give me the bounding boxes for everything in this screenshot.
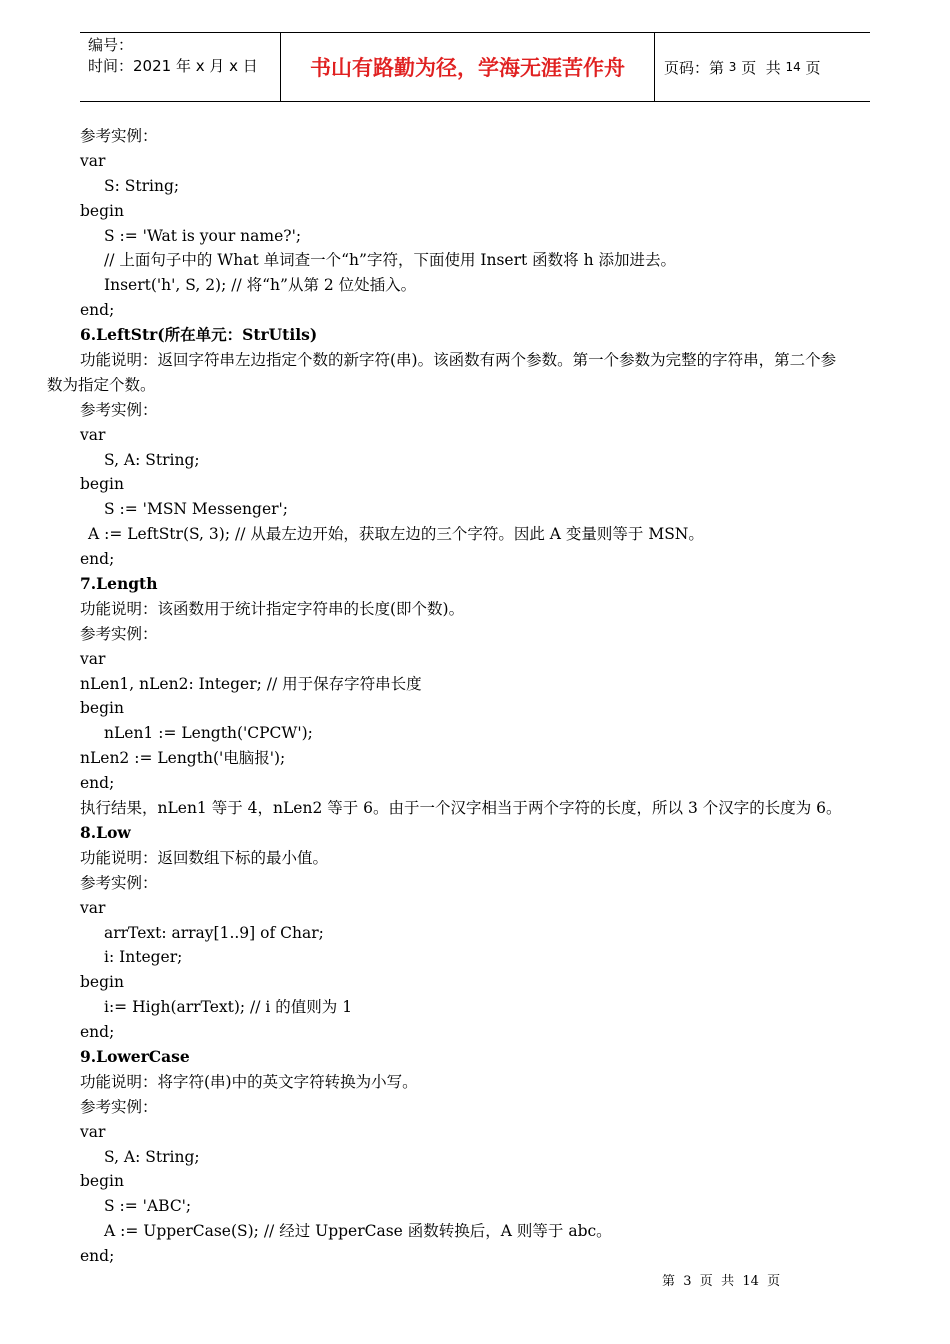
header-number-label: 编号：: [88, 36, 134, 54]
header-page-mid: 页 共: [736, 58, 786, 77]
text-line: begin: [80, 475, 124, 494]
footer-page-prefix: 第: [662, 1274, 684, 1289]
footer-page-suffix: 页: [758, 1274, 781, 1289]
text-line: end;: [80, 1023, 115, 1042]
text-line: 参考实例：: [80, 624, 158, 643]
text-line: arrText: array[1..9] of Char;: [104, 923, 324, 942]
header-time-label: 时间：2021 年 x 月 x 日: [88, 57, 258, 75]
text-line: S, A: String;: [104, 1147, 200, 1166]
text-line: begin: [80, 1172, 124, 1191]
text-line: end;: [80, 774, 115, 793]
header-info-cell: [80, 33, 281, 101]
text-line: end;: [80, 550, 115, 569]
text-line: var: [80, 151, 106, 170]
header-page-info: [655, 33, 870, 101]
text-line: A := UpperCase(S); // 经过 UpperCase 函数转换后，A 则等于 abc。: [104, 1222, 612, 1241]
text-line: 执行结果，nLen1 等于 4，nLen2 等于 6。由于一个汉字相当于两个字符的长度，所以 3 个汉字的长度为 6。: [80, 799, 842, 818]
footer-page-mid: 页 共: [691, 1274, 743, 1289]
header-page-total: 14: [785, 60, 801, 74]
section-heading: 8.Low: [80, 822, 131, 842]
header-page-prefix: 页码：第: [664, 58, 729, 77]
header-motto: 书山有路勤为径，学海无涯苦作舟: [281, 33, 655, 101]
text-line: S, A: String;: [104, 450, 200, 469]
text-line: begin: [80, 699, 124, 718]
text-line: end;: [80, 1247, 115, 1266]
footer-page-total: 14: [742, 1274, 759, 1289]
text-line: var: [80, 649, 106, 668]
page-header: [80, 32, 870, 102]
text-line: 参考实例：: [80, 873, 158, 892]
text-line: 参考实例：: [80, 127, 158, 145]
page-footer: [662, 1270, 780, 1289]
text-line: S: String;: [104, 176, 180, 195]
text-line: nLen1 := Length('CPCW');: [104, 724, 313, 743]
text-line: S := 'Wat is your name?';: [104, 226, 302, 245]
text-line: S := 'ABC';: [104, 1197, 192, 1216]
section-heading: 9.LowerCase: [80, 1046, 190, 1066]
text-line: nLen2 := Length('电脑报');: [80, 749, 286, 768]
text-line: begin: [80, 201, 124, 220]
text-line: 数为指定个数。: [47, 375, 156, 394]
text-line: S := 'MSN Messenger';: [104, 500, 289, 519]
text-line: var: [80, 898, 106, 917]
text-line: // 上面句子中的 What 单词查一个“h”字符，下面使用 Insert 函数将 h 添加进去。: [104, 251, 677, 270]
text-line: 功能说明：返回字符串左边指定个数的新字符(串)。该函数有两个参数。第一个参数为完整的字符串，第二个参: [80, 351, 837, 370]
text-line: Insert('h', S, 2); // 将“h”从第 2 位处插入。: [104, 276, 417, 295]
text-line: 参考实例：: [80, 1097, 158, 1116]
footer-page-current: 3: [683, 1274, 692, 1289]
text-line: i: Integer;: [104, 948, 183, 967]
text-line: 参考实例：: [80, 400, 158, 419]
header-page-current: 3: [728, 60, 737, 74]
document-body: [0, 124, 950, 1269]
text-line: A := LeftStr(S, 3); // 从最左边开始，获取左边的三个字符。因此 A 变量则等于 MSN。: [88, 525, 704, 544]
header-page-suffix: 页: [800, 58, 821, 77]
text-line: nLen1, nLen2: Integer; // 用于保存字符串长度: [80, 674, 422, 693]
text-line: end;: [80, 301, 115, 320]
text-line: 功能说明：该函数用于统计指定字符串的长度(即个数)。: [80, 599, 465, 618]
section-heading: 7.Length: [80, 574, 158, 594]
text-line: 功能说明：返回数组下标的最小值。: [80, 848, 329, 867]
section-heading: 6.LeftStr(所在单元：StrUtils): [80, 325, 318, 345]
text-line: var: [80, 1122, 106, 1141]
text-line: begin: [80, 973, 124, 992]
text-line: i:= High(arrText); // i 的值则为 1: [104, 998, 353, 1017]
text-line: 功能说明：将字符(串)中的英文字符转换为小写。: [80, 1072, 418, 1091]
text-line: var: [80, 425, 106, 444]
